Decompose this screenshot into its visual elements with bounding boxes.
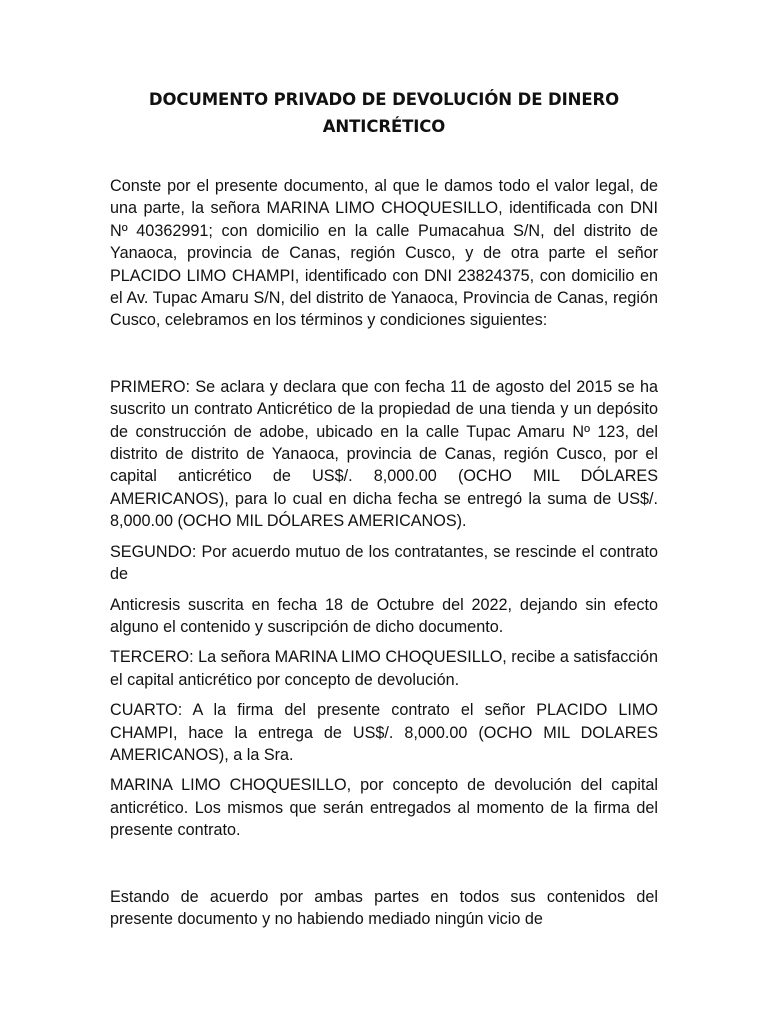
paragraph-cuarto-continued: MARINA LIMO CHOQUESILLO, por concepto de devolución del capital anticrético. Los mismos que serán entregados al momento de la firma del presente contrato.: [110, 776, 658, 840]
paragraph-cuarto: CUARTO: A la firma del presente contrato el señor PLACIDO LIMO CHAMPI, hace la entrega de US$/. 8,000.00 (OCHO MIL DOLARES AMERICANOS), a la Sra.: [110, 701, 658, 764]
paragraph-estando: Estando de acuerdo por ambas partes en todos sus contenidos del presente documento y no habiendo mediado ningún vicio de: [110, 887, 658, 928]
paragraph-intro: Conste por el presente documento, al que le damos todo el valor legal, de una parte, la señora MARINA LIMO CHOQUESILLO, identificada con DNI Nº 40362991; con domicilio en la calle Pumacahua S/N, del distrito de Yanaoca, provincia de Canas, región Cusco, y de otra parte el señor PLACIDO LIMO CHAMPI, identificado con DNI 23824375, con domicilio en el Av. Tupac Amaru S/N, del distrito de Yanaoca, Provincia de Canas, región Cusco, celebramos en los términos y condiciones siguientes:: [110, 177, 658, 330]
document-page: [110, 86, 658, 930]
document-title-line-1: DOCUMENTO PRIVADO DE DEVOLUCIÓN DE DINERO: [148, 90, 620, 109]
document-title-line-2: ANTICRÉTICO: [322, 117, 446, 136]
paragraph-tercero: TERCERO: La señora MARINA LIMO CHOQUESILLO, recibe a satisfacción el capital anticrético por concepto de devolución.: [110, 648, 658, 689]
document-title: [110, 86, 658, 140]
paragraph-anticresis: Anticresis suscrita en fecha 18 de Octubre del 2022, dejando sin efecto alguno el contenido y suscripción de dicho documento.: [110, 595, 658, 636]
paragraph-primero: PRIMERO: Se aclara y declara que con fecha 11 de agosto del 2015 se ha suscrito un contrato Anticrético de la propiedad de una tienda y un depósito de construcción de adobe, ubicado en la calle Tupac Amaru Nº 123, del distrito de distrito de Yanaoca, provincia de Canas, región Cusco, por el capital anticrético de US$/. 8,000.00 (OCHO MIL DÓLARES AMERICANOS), para lo cual en dicha fecha se entregó la suma de US$/. 8,000.00 (OCHO MIL DÓLARES AMERICANOS).: [110, 377, 658, 531]
paragraph-segundo: SEGUNDO: Por acuerdo mutuo de los contratantes, se rescinde el contrato de: [110, 542, 658, 584]
